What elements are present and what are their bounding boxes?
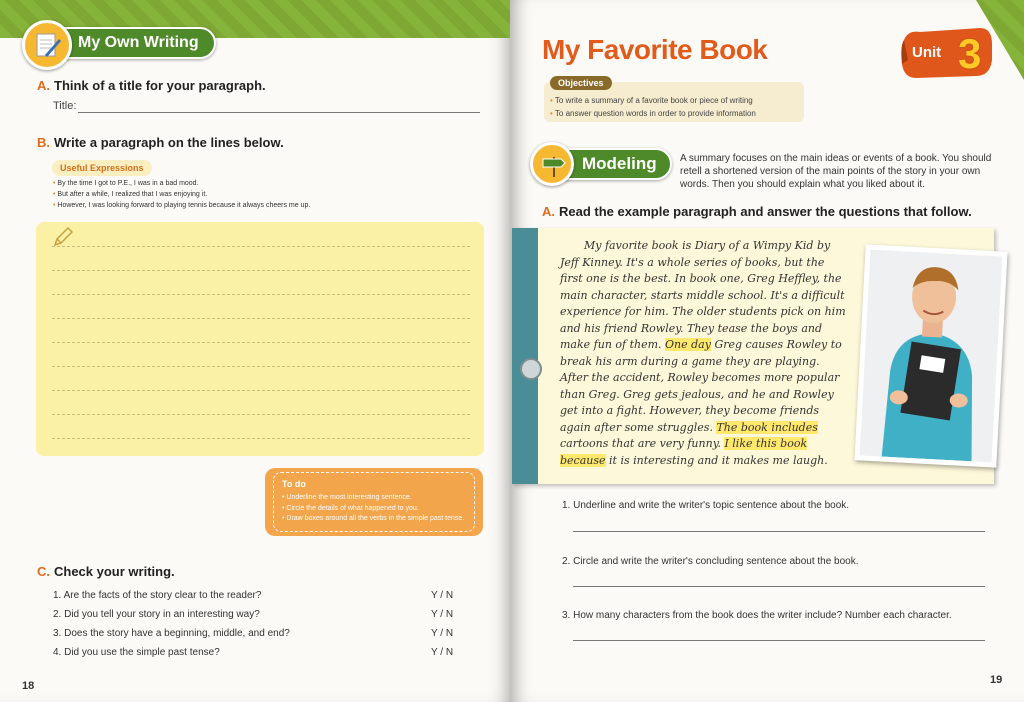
boy-figure-icon	[860, 250, 1003, 463]
page-title: My Favorite Book	[542, 34, 768, 65]
question-1: 1. Underline and write the writer's topic sentence about the book.	[562, 500, 850, 511]
checklist-question: 3. Does the story have a beginning, middle, and end?	[53, 628, 290, 639]
table-row	[53, 643, 463, 662]
list-item: • Underline the most interesting sentence.	[282, 493, 466, 504]
todo-title: To do	[282, 479, 306, 489]
answer-line[interactable]	[573, 586, 985, 587]
unit-label: Unit	[912, 44, 942, 61]
section-b-heading: B. Write a paragraph on the lines below.	[37, 135, 284, 150]
table-row	[53, 586, 463, 605]
todo-box	[265, 468, 483, 536]
checklist-question: 1. Are the facts of the story clear to the reader?	[53, 590, 262, 601]
list-item: • Circle the details of what happened to you.	[282, 504, 466, 515]
section-a-heading: A. Think of a title for your paragraph.	[37, 78, 266, 93]
checklist-question: 2. Did you tell your story in an interesting way?	[53, 609, 260, 620]
question-3: 3. How many characters from the book does the writer include? Number each character.	[562, 610, 952, 621]
summary-intro: A summary focuses on the main ideas or events of a book. You should retell a shortened version of the main points of the story in your own words. Then you should explain what you liked about it.	[680, 153, 992, 190]
boy-holding-book-photo	[854, 244, 1007, 467]
writing-line[interactable]	[52, 294, 470, 295]
yes-no-choice[interactable]: Y / N	[431, 609, 454, 620]
writing-area[interactable]	[36, 222, 484, 456]
unit-number: 3	[958, 30, 982, 77]
list-item: • To write a summary of a favorite book or piece of writing	[550, 94, 756, 107]
example-paragraph: My favorite book is Diary of a Wimpy Kid by Jeff Kinney. It's a whole series of books, but the first one is the best. In book one, Greg Heffley, the main character, starts middle school. It's a difficult experience for him. The older students pick on him and his friend Rowley. They tease the boys and make fun of them. One day Greg causes Rowley to break his arm during a game they are playing. After the accident, Rowley becomes more popular than Greg. Greg gets jealous, and he and Rowley get into a fight. However, they become friends again after some struggles. The book includes cartoons that are very funny. I like this book because it is interesting and it makes me laugh.	[560, 239, 846, 467]
page-number: 19	[990, 674, 1003, 686]
checklist-question: 4. Did you use the simple past tense?	[53, 647, 220, 658]
list-item: • However, I was looking forward to playing tennis because it always cheers me up.	[53, 200, 310, 211]
answer-line[interactable]	[573, 640, 985, 641]
objectives-label: Objectives	[550, 76, 612, 90]
writing-line[interactable]	[52, 318, 470, 319]
writing-line[interactable]	[52, 390, 470, 391]
checklist	[53, 586, 463, 662]
list-item: • To answer question words in order to provide information	[550, 107, 756, 120]
question-2: 2. Circle and write the writer's concluding sentence about the book.	[562, 556, 859, 567]
yes-no-choice[interactable]: Y / N	[431, 590, 454, 601]
right-page	[510, 0, 1024, 702]
title-input-line[interactable]	[78, 112, 480, 113]
highlight: One day	[665, 338, 711, 351]
todo-inner	[273, 472, 475, 532]
table-row	[53, 624, 463, 643]
writing-line[interactable]	[52, 246, 470, 247]
todo-list	[282, 493, 466, 525]
list-item: • Draw boxes around all the verbs in the simple past tense.	[282, 514, 466, 525]
section-banner: My Own Writing	[56, 27, 216, 59]
section-a-heading: A. Read the example paragraph and answer the questions that follow.	[542, 204, 972, 219]
writing-line[interactable]	[52, 342, 470, 343]
unit-badge	[896, 16, 996, 88]
expressions-list	[53, 178, 310, 211]
answer-line[interactable]	[573, 531, 985, 532]
signpost-icon	[530, 142, 574, 186]
writing-line[interactable]	[52, 414, 470, 415]
writing-line[interactable]	[52, 270, 470, 271]
pencil-icon	[52, 226, 74, 248]
modeling-banner: Modeling	[560, 148, 672, 180]
title-label: Title:	[53, 100, 77, 112]
left-page	[0, 0, 510, 702]
writing-line[interactable]	[52, 366, 470, 367]
useful-expressions-label: Useful Expressions	[52, 160, 152, 176]
table-row	[53, 605, 463, 624]
page-number: 18	[22, 680, 35, 692]
pencil-badge-icon	[22, 20, 72, 70]
yes-no-choice[interactable]: Y / N	[431, 647, 454, 658]
yes-no-choice[interactable]: Y / N	[431, 628, 454, 639]
section-c-heading: C. Check your writing.	[37, 564, 175, 579]
objectives-list	[550, 94, 756, 120]
list-item: • By the time I got to P.E., I was in a bad mood.	[53, 178, 310, 189]
binder-ring-icon	[520, 358, 542, 380]
highlight: The book includes	[716, 420, 818, 434]
list-item: • But after a while, I realized that I was enjoying it.	[53, 189, 310, 200]
writing-line[interactable]	[52, 438, 470, 439]
highlight: I like this book because	[560, 437, 808, 467]
